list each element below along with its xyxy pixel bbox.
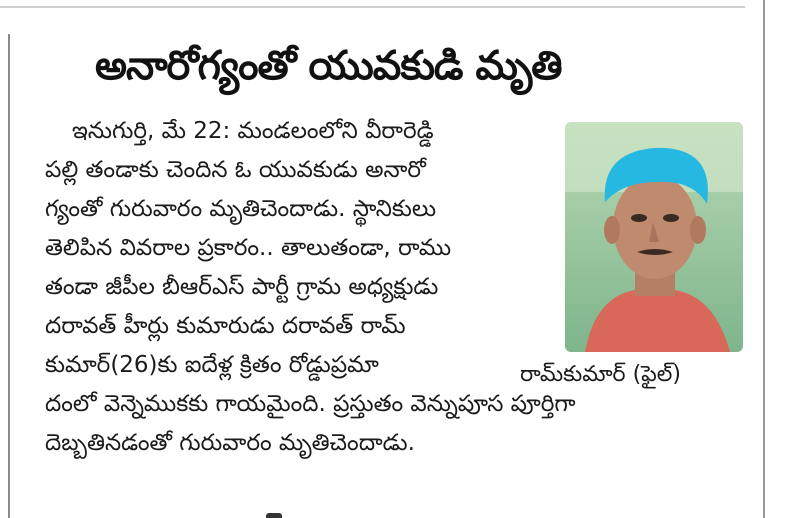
portrait-photo [565,122,743,352]
article-headline: అనారోగ్యంతో యువకుడి మృతి [95,43,562,89]
body-line-6: దరావత్ హీర్లు కుమారుడు దరావత్ రామ్ [45,313,406,339]
photo-caption: రామ్‌కుమార్ (ఫైల్) [520,362,681,387]
right-column-rule [763,0,765,518]
body-line-3: గ్యంతో గురువారం మృతిచెందాడు. స్థానికులు [45,196,437,222]
portrait-illustration [565,122,743,352]
body-line-8: దంలో వెన్నెముకకు గాయమైంది. ప్రస్తుతం వెన్నుపూస పూర్తిగా [45,391,576,417]
left-column-rule [8,34,10,518]
body-line-5: తండా జీపీల బీఆర్ఎస్ పార్టీ గ్రామ అధ్యక్షుడు [45,274,439,300]
top-divider [0,6,745,8]
body-line-9: దెబ్బతినడంతో గురువారం మృతిచెందాడు. [45,430,415,456]
body-line-4: తెలిపిన వివరాల ప్రకారం.. తాలుతండా, రాము [45,235,452,261]
body-line-2: పల్లి తండాకు చెందిన ఓ యువకుడు అనారో [45,157,426,183]
body-line-1: ఇనుగుర్తి, మే 22: మండలంలోని వీరారెడ్డి [72,118,434,144]
cropped-next-line [266,513,282,518]
body-line-7: కుమార్(26)కు ఐదేళ్ల క్రితం రోడ్డుప్రమా [45,352,379,378]
